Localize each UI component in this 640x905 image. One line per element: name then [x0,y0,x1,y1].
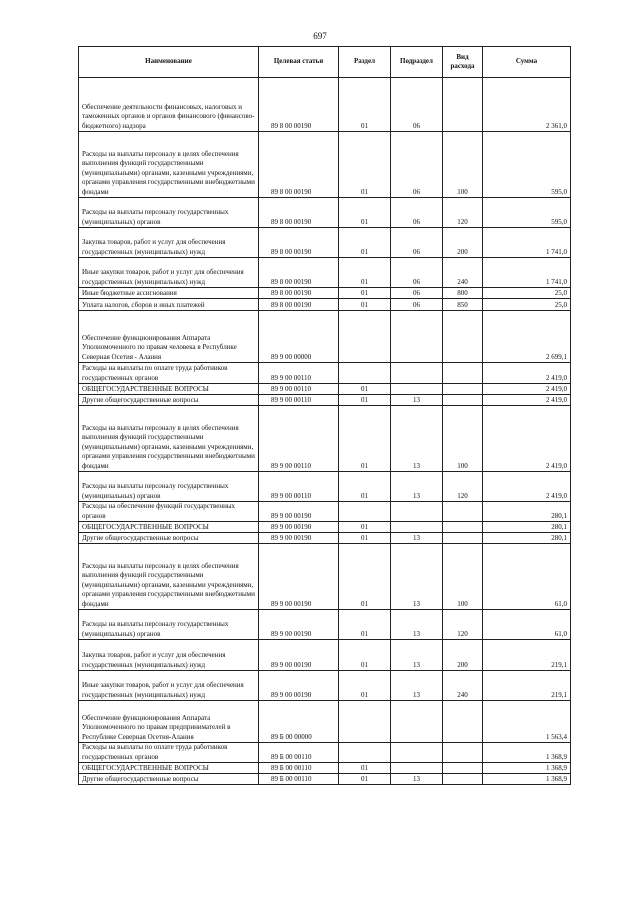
cell-expense-type: 800 [443,288,483,299]
cell-section: 01 [339,406,391,472]
table-row [79,363,571,384]
cell-amount: 1 741,0 [483,228,571,258]
table-row [79,640,571,671]
cell-subsection: 13 [391,671,443,701]
cell-target: 89 9 00 00110 [259,363,339,384]
cell-name: Расходы на выплаты персоналу государственных (муниципальных) органов [79,198,259,228]
table-header-row [79,47,571,78]
cell-section: 01 [339,544,391,610]
cell-target: 89 9 00 00190 [259,502,339,522]
cell-amount: 61,0 [483,610,571,640]
table-row [79,198,571,228]
cell-expense-type [443,502,483,522]
cell-target: 89 9 00 00190 [259,522,339,533]
table-row [79,472,571,502]
cell-name: Расходы на выплаты по оплате труда работников государственных органов [79,743,259,763]
cell-expense-type [443,384,483,395]
cell-target: 89 9 00 00110 [259,384,339,395]
cell-amount: 280,1 [483,522,571,533]
cell-amount: 280,1 [483,533,571,544]
cell-amount: 2 419,0 [483,472,571,502]
cell-expense-type: 120 [443,472,483,502]
cell-amount: 595,0 [483,198,571,228]
table-row [79,763,571,774]
header-amount: Сумма [483,47,571,78]
table-row [79,258,571,288]
cell-section: 01 [339,610,391,640]
header-target: Целевая статья [259,47,339,78]
cell-subsection: 06 [391,198,443,228]
cell-amount: 25,0 [483,299,571,311]
cell-section: 01 [339,78,391,132]
cell-name: Закупка товаров, работ и услуг для обеспечения государственных (муниципальных) нужд [79,228,259,258]
cell-section: 01 [339,198,391,228]
cell-subsection [391,311,443,363]
cell-section: 01 [339,395,391,406]
cell-section: 01 [339,384,391,395]
cell-subsection: 13 [391,774,443,785]
cell-subsection: 06 [391,288,443,299]
cell-section: 01 [339,258,391,288]
cell-amount: 2 419,0 [483,395,571,406]
table-row [79,544,571,610]
cell-expense-type: 120 [443,198,483,228]
cell-name: Расходы на выплаты персоналу в целях обеспечения выполнения функций государственными (муниципальными) органами, казенными учреждениями, органами управления государственными внебюджетными фондами [79,132,259,198]
cell-name: ОБЩЕГОСУДАРСТВЕННЫЕ ВОПРОСЫ [79,763,259,774]
cell-target: 89 8 00 00190 [259,228,339,258]
cell-expense-type: 200 [443,640,483,671]
cell-name: Обеспечение функционирования Аппарата Уполномоченного по правам человека в Республике Северная Осетия - Алания [79,311,259,363]
cell-section: 01 [339,522,391,533]
cell-subsection [391,763,443,774]
cell-amount: 1 563,4 [483,701,571,743]
cell-amount: 1 368,9 [483,774,571,785]
table-row [79,395,571,406]
cell-target: 89 9 00 00190 [259,610,339,640]
cell-target: 89 8 00 00190 [259,288,339,299]
cell-expense-type: 200 [443,228,483,258]
cell-section: 01 [339,472,391,502]
cell-subsection [391,522,443,533]
cell-expense-type: 240 [443,671,483,701]
cell-amount: 25,0 [483,288,571,299]
cell-name: Иные закупки товаров, работ и услуг для обеспечения государственных (муниципальных) нужд [79,258,259,288]
cell-name: Расходы на выплаты по оплате труда работников государственных органов [79,363,259,384]
cell-section: 01 [339,640,391,671]
cell-amount: 1 741,0 [483,258,571,288]
cell-subsection [391,363,443,384]
cell-amount: 1 368,9 [483,763,571,774]
cell-name: Закупка товаров, работ и услуг для обеспечения государственных (муниципальных) нужд [79,640,259,671]
cell-expense-type [443,774,483,785]
cell-subsection [391,384,443,395]
cell-section: 01 [339,671,391,701]
cell-subsection: 06 [391,228,443,258]
cell-expense-type: 120 [443,610,483,640]
cell-target: 89 9 00 00110 [259,472,339,502]
cell-name: Обеспечение деятельности финансовых, налоговых и таможенных органов и органов финансового (финансово-бюджетного) надзора [79,78,259,132]
table-row [79,502,571,522]
table-row [79,743,571,763]
cell-subsection: 13 [391,533,443,544]
cell-subsection: 13 [391,544,443,610]
cell-section [339,743,391,763]
cell-name: ОБЩЕГОСУДАРСТВЕННЫЕ ВОПРОСЫ [79,384,259,395]
table-row [79,132,571,198]
header-expense-type: Вид расхода [443,47,483,78]
cell-section [339,502,391,522]
cell-amount: 2 419,0 [483,406,571,472]
cell-subsection: 13 [391,610,443,640]
cell-subsection: 06 [391,258,443,288]
cell-subsection: 13 [391,395,443,406]
cell-amount: 2 419,0 [483,384,571,395]
cell-target: 89 9 00 00190 [259,640,339,671]
page-number: 697 [313,31,327,41]
cell-amount: 2 361,0 [483,78,571,132]
table-row [79,610,571,640]
cell-subsection: 13 [391,472,443,502]
header-subsection: Подраздел [391,47,443,78]
cell-target: 89 8 00 00190 [259,299,339,311]
table-row [79,406,571,472]
cell-name: Расходы на выплаты персоналу государственных (муниципальных) органов [79,472,259,502]
cell-section [339,363,391,384]
table-row [79,311,571,363]
cell-name: Расходы на выплаты персоналу государственных (муниципальных) органов [79,610,259,640]
cell-subsection: 13 [391,640,443,671]
cell-section: 01 [339,288,391,299]
cell-name: Другие общегосударственные вопросы [79,395,259,406]
cell-amount: 61,0 [483,544,571,610]
table-row [79,774,571,785]
cell-expense-type: 850 [443,299,483,311]
cell-target: 89 8 00 00190 [259,132,339,198]
cell-target: 89 9 00 00000 [259,311,339,363]
table-row [79,522,571,533]
cell-expense-type [443,363,483,384]
cell-name: Другие общегосударственные вопросы [79,533,259,544]
table-row [79,533,571,544]
cell-name: Обеспечение функционирования Аппарата Уполномоченного по правам предпринимателей в Республике Северная Осетия-Алания [79,701,259,743]
cell-amount: 280,1 [483,502,571,522]
table-row [79,701,571,743]
cell-target: 89 Б 00 00110 [259,774,339,785]
cell-subsection [391,743,443,763]
cell-name: Иные закупки товаров, работ и услуг для обеспечения государственных (муниципальных) нужд [79,671,259,701]
cell-target: 89 Б 00 00110 [259,763,339,774]
cell-subsection [391,502,443,522]
budget-table [78,46,571,785]
cell-section: 01 [339,774,391,785]
cell-section: 01 [339,228,391,258]
cell-amount: 1 368,9 [483,743,571,763]
cell-target: 89 9 00 00190 [259,544,339,610]
cell-target: 89 9 00 00110 [259,395,339,406]
cell-name: Иные бюджетные ассигнования [79,288,259,299]
cell-expense-type [443,533,483,544]
cell-amount: 219,1 [483,671,571,701]
cell-subsection: 06 [391,78,443,132]
header-section: Раздел [339,47,391,78]
table-row [79,671,571,701]
cell-amount: 595,0 [483,132,571,198]
cell-section: 01 [339,533,391,544]
cell-name: Расходы на выплаты персоналу в целях обеспечения выполнения функций государственными (муниципальными) органами, казенными учреждениями, органами управления государственными внебюджетными фондами [79,406,259,472]
cell-expense-type [443,522,483,533]
cell-expense-type [443,311,483,363]
header-name: Наименование [79,47,259,78]
cell-section: 01 [339,132,391,198]
table-row [79,228,571,258]
cell-section [339,311,391,363]
cell-target: 89 9 00 00190 [259,533,339,544]
cell-amount: 219,1 [483,640,571,671]
cell-section: 01 [339,299,391,311]
cell-target: 89 8 00 00190 [259,198,339,228]
cell-expense-type: 100 [443,132,483,198]
cell-target: 89 Б 00 00000 [259,701,339,743]
cell-name: Уплата налогов, сборов и иных платежей [79,299,259,311]
cell-target: 89 8 00 00190 [259,258,339,288]
cell-target: 89 9 00 00190 [259,671,339,701]
cell-expense-type [443,395,483,406]
table-row [79,78,571,132]
cell-expense-type [443,78,483,132]
table-row [79,288,571,299]
cell-expense-type [443,743,483,763]
table-body [79,78,571,785]
cell-name: Расходы на выплаты персоналу в целях обеспечения выполнения функций государственными (муниципальными) органами, казенными учреждениями, органами управления государственными внебюджетными фондами [79,544,259,610]
cell-target: 89 Б 00 00110 [259,743,339,763]
cell-name: Расходы на обеспечение функций государственных органов [79,502,259,522]
cell-subsection: 06 [391,299,443,311]
cell-target: 89 8 00 00190 [259,78,339,132]
cell-subsection: 06 [391,132,443,198]
cell-name: ОБЩЕГОСУДАРСТВЕННЫЕ ВОПРОСЫ [79,522,259,533]
cell-amount: 2 419,0 [483,363,571,384]
cell-expense-type: 240 [443,258,483,288]
cell-amount: 2 699,1 [483,311,571,363]
table-row [79,299,571,311]
cell-expense-type: 100 [443,406,483,472]
cell-expense-type [443,763,483,774]
cell-section [339,701,391,743]
cell-expense-type [443,701,483,743]
cell-section: 01 [339,763,391,774]
cell-subsection: 13 [391,406,443,472]
cell-expense-type: 100 [443,544,483,610]
cell-subsection [391,701,443,743]
cell-target: 89 9 00 00110 [259,406,339,472]
table-row [79,384,571,395]
cell-name: Другие общегосударственные вопросы [79,774,259,785]
